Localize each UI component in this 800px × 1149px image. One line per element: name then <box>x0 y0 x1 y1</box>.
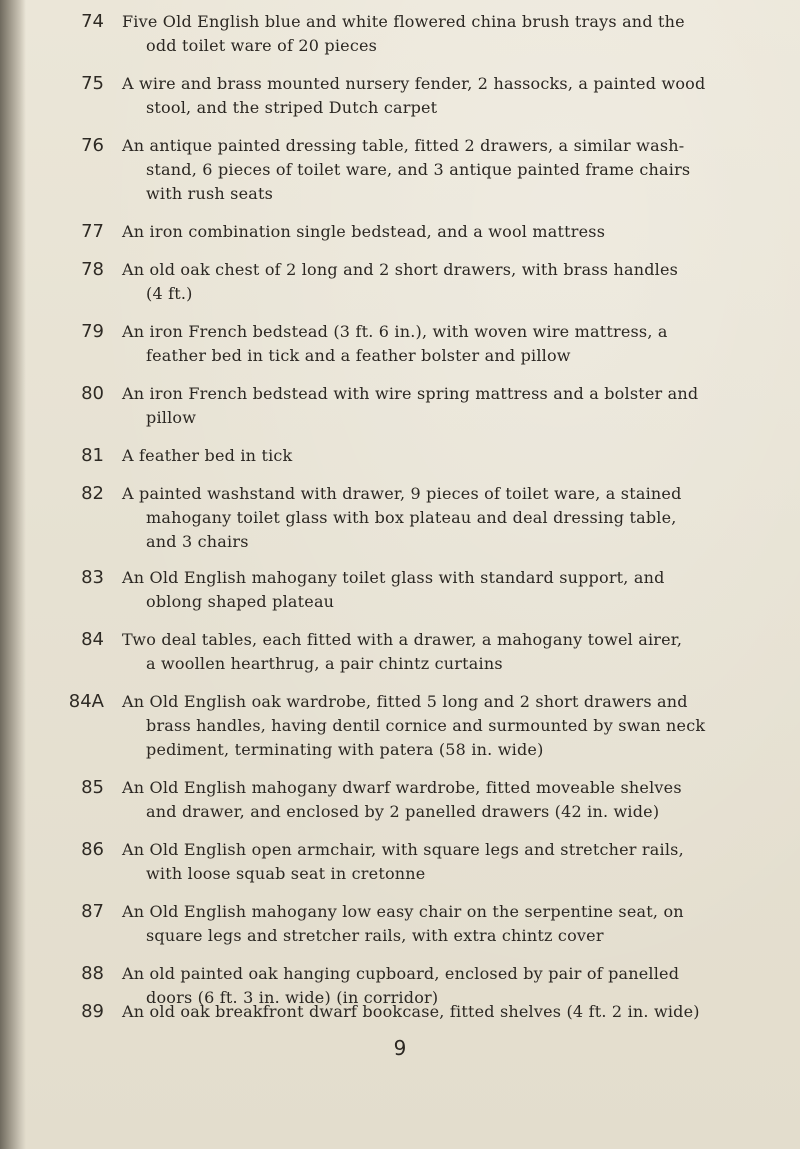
lot-number: 87 <box>81 901 104 922</box>
lot-description-line: brass handles, having dentil cornice and surmounted by swan neck <box>146 716 706 735</box>
lot-description-line: square legs and stretcher rails, with extra chintz cover <box>146 926 604 945</box>
lot-description-line: doors (6 ft. 3 in. wide) (in corridor) <box>146 988 439 1007</box>
lot-description-line: stand, 6 pieces of toilet ware, and 3 antique painted frame chairs <box>146 160 691 179</box>
lot-number: 88 <box>81 963 104 984</box>
lot-number: 86 <box>81 839 104 860</box>
lot-description-line: (4 ft.) <box>146 284 193 303</box>
lot-description-line: An Old English open armchair, with square legs and stretcher rails, <box>122 840 684 859</box>
lot-number: 78 <box>81 259 104 280</box>
lot-description <box>122 134 777 206</box>
lot-description-line: odd toilet ware of 20 pieces <box>146 36 378 55</box>
lot-description-line: Two deal tables, each fitted with a drawer, a mahogany towel airer, <box>122 630 683 649</box>
lot-description-line: and drawer, and enclosed by 2 panelled drawers (42 in. wide) <box>146 802 660 821</box>
lot-number: 79 <box>81 321 104 342</box>
lot-description-line: Five Old English blue and white flowered china brush trays and the <box>122 12 685 31</box>
lot-number: 82 <box>81 483 104 504</box>
lot-description <box>122 1000 777 1024</box>
lot-description-line: pillow <box>146 408 197 427</box>
lot-description <box>122 72 777 120</box>
lot-description <box>122 776 777 824</box>
lot-description-line: An old oak breakfront dwarf bookcase, fitted shelves (4 ft. 2 in. wide) <box>122 1002 700 1021</box>
lot-description <box>122 10 777 58</box>
lot-number: 81 <box>81 445 104 466</box>
lot-description-line: feather bed in tick and a feather bolster and pillow <box>146 346 571 365</box>
lot-number: 76 <box>81 135 104 156</box>
lot-number: 74 <box>81 11 104 32</box>
lot-description <box>122 690 777 762</box>
lot-description-line: and 3 chairs <box>146 532 249 551</box>
lot-number: 83 <box>81 567 104 588</box>
lot-number: 75 <box>81 73 104 94</box>
lot-description-line: stool, and the striped Dutch carpet <box>146 98 438 117</box>
lot-number: 84 <box>81 629 104 650</box>
page-number: 9 <box>393 1036 407 1060</box>
lot-description-line: An antique painted dressing table, fitted 2 drawers, a similar wash- <box>122 136 685 155</box>
lot-description <box>122 382 777 430</box>
lot-description <box>122 482 777 554</box>
lot-description <box>122 628 777 676</box>
lot-description-line: with rush seats <box>146 184 274 203</box>
lot-number: 84A <box>68 691 104 712</box>
lot-description-line: An Old English oak wardrobe, fitted 5 long and 2 short drawers and <box>122 692 688 711</box>
lot-description <box>122 566 777 614</box>
lot-description-line: An Old English mahogany dwarf wardrobe, fitted moveable shelves <box>122 778 682 797</box>
lot-description <box>122 838 777 886</box>
lot-description-line: An old oak chest of 2 long and 2 short drawers, with brass handles <box>122 260 679 279</box>
lot-description <box>122 258 777 306</box>
lot-description <box>122 320 777 368</box>
lot-description-line: An Old English mahogany toilet glass with standard support, and <box>122 568 665 587</box>
lot-description-line: a woollen hearthrug, a pair chintz curtains <box>146 654 503 673</box>
lot-description <box>122 900 777 948</box>
page-binding-edge <box>0 0 26 1149</box>
lot-description-line: A wire and brass mounted nursery fender, 2 hassocks, a painted wood <box>122 74 706 93</box>
lot-description-line: An iron French bedstead (3 ft. 6 in.), with woven wire mattress, a <box>122 322 668 341</box>
lot-description-line: An Old English mahogany low easy chair on the serpentine seat, on <box>122 902 684 921</box>
lot-description-line: oblong shaped plateau <box>146 592 335 611</box>
lot-number: 89 <box>81 1001 104 1022</box>
lot-number: 85 <box>81 777 104 798</box>
lot-number: 77 <box>81 221 104 242</box>
lot-description-line: pediment, terminating with patera (58 in. wide) <box>146 740 544 759</box>
lot-description-line: mahogany toilet glass with box plateau and deal dressing table, <box>146 508 677 527</box>
lot-description-line: An old painted oak hanging cupboard, enclosed by pair of panelled <box>122 964 680 983</box>
lot-number: 80 <box>81 383 104 404</box>
lot-description-line: A painted washstand with drawer, 9 pieces of toilet ware, a stained <box>122 484 682 503</box>
lot-description-line: A feather bed in tick <box>122 446 293 465</box>
lot-description-line: An iron French bedstead with wire spring mattress and a bolster and <box>122 384 699 403</box>
lot-description <box>122 220 777 244</box>
lot-description <box>122 444 777 468</box>
lot-description-line: An iron combination single bedstead, and a wool mattress <box>122 222 606 241</box>
lot-description-line: with loose squab seat in cretonne <box>146 864 426 883</box>
